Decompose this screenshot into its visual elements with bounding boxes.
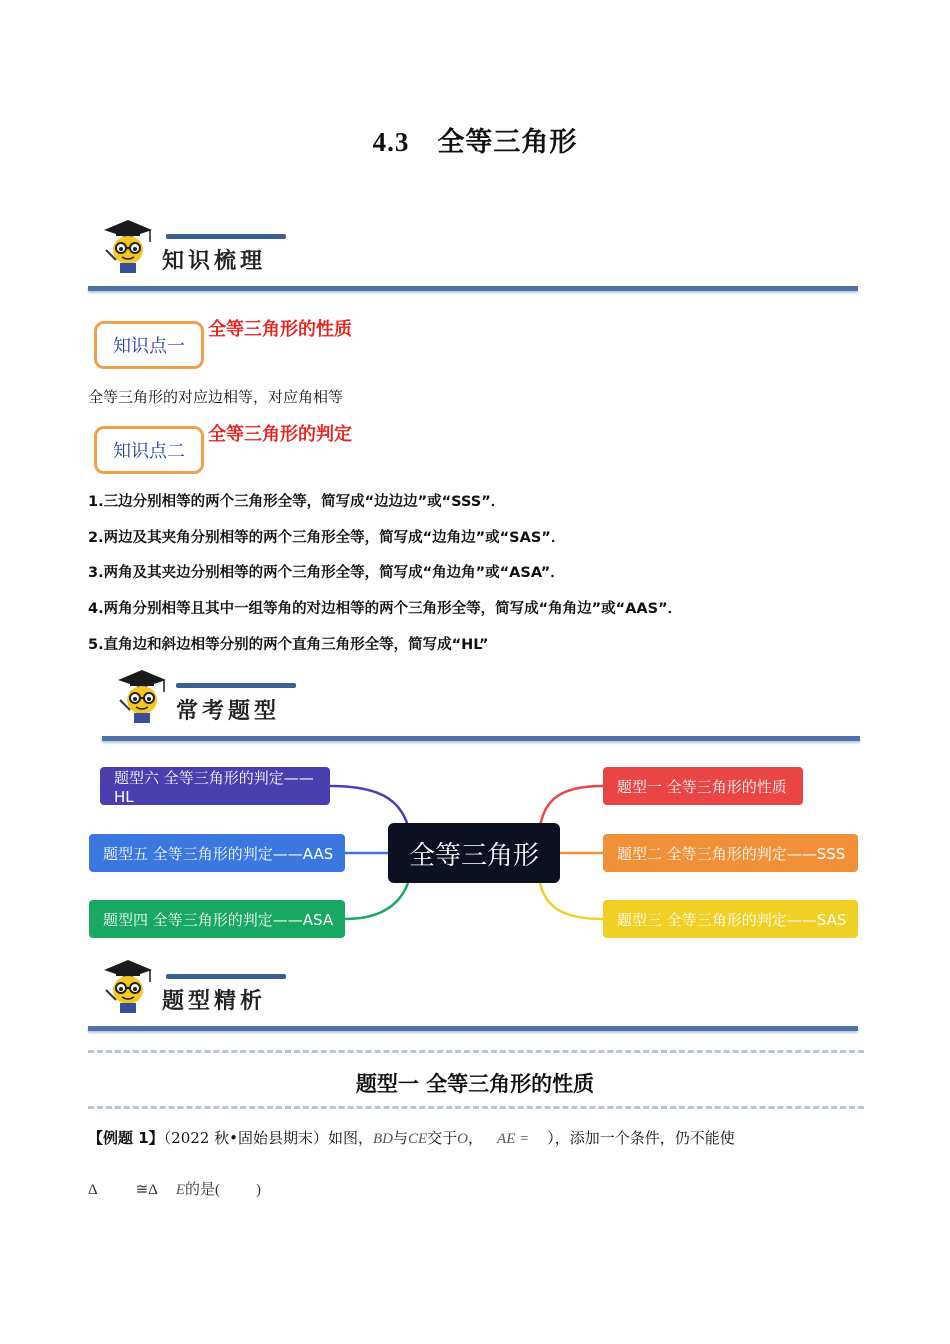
mascot-icon xyxy=(112,666,168,730)
rule-sss: 1.三边分别相等的两个三角形全等，简写成“边边边”或“SSS”． xyxy=(88,494,506,510)
rule-aas: 4.两角分别相等且其中一组等角的对边相等的两个三角形全等，简写成“角角边”或“AAS”． xyxy=(88,601,683,617)
rule-sas: 2.两边及其夹角分别相等的两个三角形全等，简写成“边角边”或“SAS”． xyxy=(88,530,566,546)
title-number: 4.3 xyxy=(372,127,410,157)
example-1: 【例题 1】（2022 秋•固始县期末）如图，BD与CE交于O， AE = ），添加一个条件，仍不能使 xyxy=(88,1129,735,1147)
document-title xyxy=(0,120,950,159)
knowledge-point-1-title: 全等三角形的性质 xyxy=(208,319,352,340)
mascot-icon xyxy=(98,216,154,280)
divider xyxy=(88,1050,864,1053)
knowledge-point-1-box: 知识点一 xyxy=(94,321,204,369)
section-label: 知识梳理 xyxy=(162,248,267,274)
section-header-knowledge xyxy=(88,216,863,301)
divider xyxy=(88,1106,864,1109)
knowledge-point-2-title: 全等三角形的判定 xyxy=(208,424,352,445)
type-heading: 题型一 全等三角形的性质 xyxy=(355,1072,595,1096)
mindmap-node-type5: 题型五 全等三角形的判定——AAS xyxy=(89,834,345,872)
example-1-question: Δ ≅Δ E的是( ) xyxy=(88,1182,262,1198)
section-label: 常考题型 xyxy=(176,698,281,724)
mindmap-center: 全等三角形 xyxy=(388,823,560,883)
section-header-analysis xyxy=(88,956,863,1041)
mascot-icon xyxy=(98,956,154,1020)
rule-asa: 3.两角及其夹边分别相等的两个三角形全等，简写成“角边角”或“ASA”． xyxy=(88,565,565,581)
mindmap-node-type1: 题型一 全等三角形的性质 xyxy=(603,767,803,805)
knowledge-point-2-box: 知识点二 xyxy=(94,426,204,474)
title-text: 全等三角形 xyxy=(437,127,578,158)
example-tag: 【例题 1】 xyxy=(88,1129,164,1147)
section-header-common-types xyxy=(102,666,877,751)
mindmap-node-type2: 题型二 全等三角形的判定——SSS xyxy=(603,834,858,872)
knowledge-point-1-text: 全等三角形的对应边相等，对应角相等 xyxy=(88,388,344,406)
mindmap-node-type6: 题型六 全等三角形的判定——HL xyxy=(100,767,330,805)
mindmap-node-type4: 题型四 全等三角形的判定——ASA xyxy=(89,900,345,938)
section-label: 题型精析 xyxy=(162,988,267,1014)
rule-hl: 5.直角边和斜边相等分别的两个直角三角形全等，简写成“HL” xyxy=(88,637,489,653)
mindmap-node-type3: 题型三 全等三角形的判定——SAS xyxy=(603,900,858,938)
